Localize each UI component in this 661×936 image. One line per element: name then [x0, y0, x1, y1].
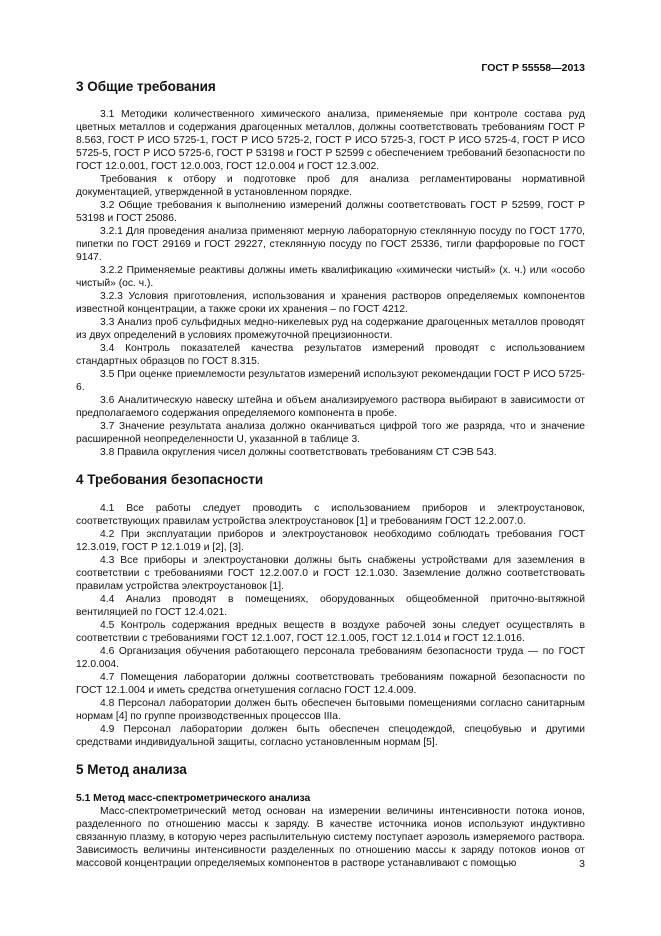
paragraph: 3.3 Анализ проб сульфидных медно-никелевых руд на содержание драгоценных металлов проводят из двух определений в условиях промежуточной прецизионности. [76, 317, 585, 341]
paragraph: 3.2.3 Условия приготовления, использования и хранения растворов определяемых компонентов известной концентрации, а также сроки их хранения – по ГОСТ 4212. [76, 291, 585, 315]
paragraph: 3.2 Общие требования к выполнению измерений должны соответствовать ГОСТ Р 52599, ГОСТ Р 53198 и ГОСТ 25086. [76, 200, 585, 224]
section-5-body [76, 805, 585, 870]
paragraph: 3.2.2 Применяемые реактивы должны иметь квалификацию «химически чистый» (х. ч.) или «особо чистый» (ос. ч.). [76, 265, 585, 289]
paragraph: 3.1 Методики количественного химического анализа, применяемые при контроле состава руд цветных металлов и содержания драгоценных металлов, должны соответствовать требованиям ГОСТ Р 8.563, ГОСТ Р ИСО 5725-1, ГОСТ Р ИСО 5725-2, ГОСТ Р ИСО 5725-3, ГОСТ Р ИСО 5725-4, ГОСТ Р ИСО 5725-5, ГОСТ Р ИСО 5725-6, ГОСТ Р 53198 и ГОСТ Р 52599 с обеспечением требований безопасности по ГОСТ 12.0.001, ГОСТ 12.0.003, ГОСТ 12.0.004 и ГОСТ 12.3.002. [76, 109, 585, 172]
section-4-title: 4 Требования безопасности [76, 472, 264, 487]
paragraph: 3.6 Аналитическую навеску штейна и объем анализируемого раствора выбирают в зависимости от предполагаемого содержания определяемого компонента в пробе. [76, 395, 585, 419]
page-number: 3 [579, 858, 585, 870]
section-5-title: 5 Метод анализа [76, 762, 187, 777]
paragraph: 4.4 Анализ проводят в помещениях, оборудованных общеобменной приточно-вытяжной вентиляцией по ГОСТ 12.4.021. [76, 594, 585, 618]
paragraph: 4.9 Персонал лаборатории должен быть обеспечен спецодеждой, спецобувью и другими средствами индивидуальной защиты, согласно установленным нормам [5]. [76, 724, 585, 748]
section-4-body [76, 502, 585, 749]
paragraph: 3.5 При оценке приемлемости результатов измерений используют рекомендации ГОСТ Р ИСО 5725-6. [76, 369, 585, 393]
standard-code: ГОСТ Р 55558—2013 [481, 62, 585, 74]
paragraph: Требования к отбору и подготовке проб для анализа регламентированы нормативной документацией, утвержденной в установленном порядке. [76, 174, 585, 198]
paragraph: 3.7 Значение результата анализа должно оканчиваться цифрой того же разряда, что и значение расширенной неопределенности U, указанной в таблице 3. [76, 421, 585, 445]
paragraph: 4.1 Все работы следует проводить с использованием приборов и электроустановок, соответствующих правилам устройства электроустановок [1] и требованиям ГОСТ 12.2.007.0. [76, 503, 585, 527]
paragraph: 3.2.1 Для проведения анализа применяют мерную лабораторную стеклянную посуду по ГОСТ 1770, пипетки по ГОСТ 29169 и ГОСТ 29227, стеклянную посуду по ГОСТ 25336, тигли фарфоровые по ГОСТ 9147. [76, 226, 585, 263]
section-3-body [76, 108, 585, 459]
paragraph: 4.6 Организация обучения работающего персонала требованиям безопасности труда — по ГОСТ 12.0.004. [76, 646, 585, 670]
paragraph: 4.3 Все приборы и электроустановки должны быть снабжены устройствами для заземления в соответствии с требованиями ГОСТ 12.2.007.0 и ГОСТ 12.1.030. Заземление должно соответствовать правилам устройства электроустановок [1]. [76, 555, 585, 592]
paragraph: 3.8 Правила округления чисел должны соответствовать требованиям СТ СЭВ 543. [100, 447, 497, 458]
paragraph: 4.7 Помещения лаборатории должны соответствовать требованиям пожарной безопасности по ГОСТ 12.1.004 и иметь средства огнетушения согласно ГОСТ 12.4.009. [76, 672, 585, 696]
paragraph: 3.4 Контроль показателей качества результатов измерений проводят с использованием стандартных образцов по ГОСТ 8.315. [76, 343, 585, 367]
page-content [76, 78, 585, 870]
paragraph: 4.8 Персонал лаборатории должен быть обеспечен бытовыми помещениями согласно санитарным нормам [4] по группе производственных процессов IIIa. [76, 698, 585, 722]
section-3-title: 3 Общие требования [76, 79, 216, 94]
paragraph: 4.5 Контроль содержания вредных веществ в воздухе рабочей зоны следует осуществлять в соответствии с требованиями ГОСТ 12.1.007, ГОСТ 12.1.005, ГОСТ 12.1.014 и ГОСТ 12.1.016. [76, 620, 585, 644]
paragraph: 4.2 При эксплуатации приборов и электроустановок необходимо соблюдать требования ГОСТ 12.3.019, ГОСТ Р 12.1.019 и [2], [3]. [76, 529, 585, 553]
paragraph: Масс-спектрометрический метод основан на измерении величины интенсивности потока ионов, разделенного по отношению массы к заряду. В качестве источника ионов используют индуктивно связанную плазму, в которую через распылительную систему поступает аэрозоль измеряемого раствора. Зависимость величины интенсивности разделенных по отношению массы к заряду потоков ионов от массовой концентрации определяемых компонентов в растворе устанавливают с помощью [76, 806, 585, 869]
subsection-5-1-title: 5.1 Метод масс-спектрометрического анализа [76, 793, 311, 804]
